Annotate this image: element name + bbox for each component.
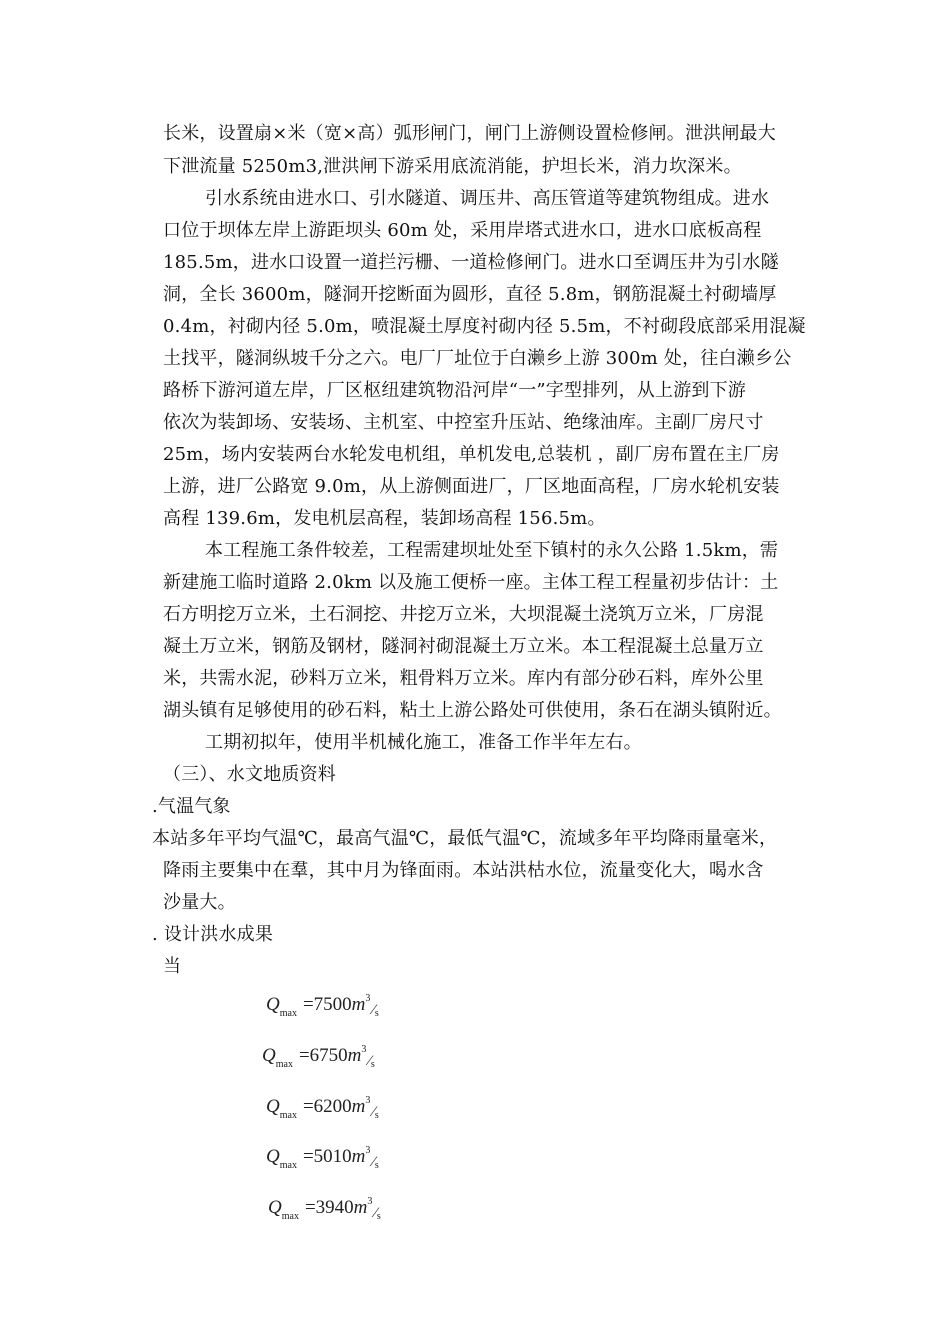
formula-value: 5010 xyxy=(313,1146,352,1167)
formula-slash: ⁄ xyxy=(372,1154,375,1170)
formula-subscript: max xyxy=(281,1211,299,1222)
body-text-line: 降雨主要集中在羣，其中月为锋面雨。本站洪枯水位，流量变化大，喝水含 xyxy=(163,860,764,881)
body-text-line: 沙量大。 xyxy=(163,892,236,913)
formula-symbol: Q xyxy=(268,1197,282,1218)
paragraph-start-line: 引水系统由进水口、引水隧道、调压井、高压管道等建筑物组成。进水 xyxy=(205,188,770,209)
body-text-line: 凝土万立米，钢筋及钢材，隧洞衬砌混凝土万立米。本工程混凝土总量万立 xyxy=(163,636,764,657)
paragraph-start-line: 本工程施工条件较差，工程需建坝址处至下镇村的永久公路 1.5km，需 xyxy=(205,540,779,561)
formula-slash: ⁄ xyxy=(372,1002,375,1018)
subsection-heading: . 设计洪水成果 xyxy=(152,924,274,945)
formula-slash: ⁄ xyxy=(374,1205,377,1221)
formula-exponent: 3 xyxy=(365,1095,371,1106)
body-text-line: 口位于坝体左岸上游距坝头 60m 处，采用岸塔式进水口，进水口底板高程 xyxy=(163,220,762,241)
flood-discharge-formula xyxy=(268,1196,381,1222)
body-text-line: 下泄流量 5250m3,泄洪闸下游采用底流消能，护坦长米，消力坎深米。 xyxy=(163,156,742,177)
formula-equals: = xyxy=(302,994,314,1015)
formula-subscript: max xyxy=(275,1059,293,1070)
flood-discharge-formula xyxy=(266,1095,379,1121)
formula-value: 6750 xyxy=(309,1045,348,1066)
formula-unit: m xyxy=(351,1096,366,1117)
formula-slash: ⁄ xyxy=(368,1053,371,1069)
formula-exponent: 3 xyxy=(361,1044,367,1055)
formula-symbol: Q xyxy=(266,1096,280,1117)
body-text-line: 米，共需水泥，砂料万立米，粗骨料万立米。库内有部分砂石料，库外公里 xyxy=(163,668,764,689)
formula-equals: = xyxy=(302,1096,314,1117)
body-text-line: 本站多年平均气温℃，最高气温℃，最低气温℃，流域多年平均降雨量毫米， xyxy=(152,828,778,849)
body-text-line: 路桥下游河道左岸，厂区枢纽建筑物沿河岸“一”字型排列，从上游到下游 xyxy=(163,380,747,401)
formula-exponent: 3 xyxy=(365,1145,371,1156)
subsection-heading: .气温气象 xyxy=(152,796,231,817)
flood-discharge-formula xyxy=(262,1044,375,1070)
formula-symbol: Q xyxy=(266,1146,280,1167)
body-text-line: 依次为装卸场、安装场、主机室、中控室升压站、绝缘油库。主副厂房尺寸 xyxy=(163,412,764,433)
formula-subscript: max xyxy=(279,1008,297,1019)
formula-subscript: max xyxy=(279,1110,297,1121)
body-text-line: 土找平，隧洞纵坡千分之六。电厂厂址位于白濑乡上游 300m 处，往白濑乡公 xyxy=(163,348,792,369)
paragraph-start-line: 工期初拟年，使用半机械化施工，准备工作半年左右。 xyxy=(205,732,642,753)
body-text-line: 新建施工临时道路 2.0km 以及施工便桥一座。主体工程工程量初步估计：土 xyxy=(163,572,779,593)
formula-per: s xyxy=(374,1110,379,1121)
formula-slash: ⁄ xyxy=(372,1104,375,1120)
body-text-line: 当 xyxy=(163,956,182,977)
body-text-line: 石方明挖万立米，土石洞挖、井挖万立米，大坝混凝土浇筑万立米，厂房混 xyxy=(163,604,764,625)
formula-unit: m xyxy=(353,1197,368,1218)
section-heading: （三）、水文地质资料 xyxy=(163,764,336,785)
body-text-line: 高程 139.6m，发电机层高程，装卸场高程 156.5m。 xyxy=(163,508,606,529)
formula-exponent: 3 xyxy=(367,1196,373,1207)
body-text-line: 洞，全长 3600m，隧洞开挖断面为圆形，直径 5.8m，钢筋混凝土衬砌墙厚 xyxy=(163,284,777,305)
formula-equals: = xyxy=(302,1146,314,1167)
body-text-line: 湖头镇有足够使用的砂石料，粘土上游公路处可供使用，条石在湖头镇附近。 xyxy=(163,700,782,721)
formula-exponent: 3 xyxy=(365,993,371,1004)
body-text-line: 长米，设置扇×米（宽×高）弧形闸门，闸门上游侧设置检修闸。泄洪闸最大 xyxy=(163,123,776,144)
formula-per: s xyxy=(374,1008,379,1019)
body-text-line: 185.5m，进水口设置一道拦污栅、一道检修闸门。进水口至调压井为引水隧 xyxy=(163,252,779,273)
formula-unit: m xyxy=(351,994,366,1015)
formula-unit: m xyxy=(351,1146,366,1167)
flood-discharge-formula xyxy=(266,993,379,1019)
flood-discharge-formula xyxy=(266,1145,379,1171)
formula-equals: = xyxy=(298,1045,310,1066)
body-text-line: 上游，进厂公路宽 9.0m，从上游侧面进厂，厂区地面高程，厂房水轮机安装 xyxy=(163,476,780,497)
formula-value: 3940 xyxy=(315,1197,354,1218)
body-text-line: 25m，场内安装两台水轮发电机组，单机发电,总装机 ，副厂房布置在主厂房 xyxy=(163,444,780,465)
formula-per: s xyxy=(370,1059,375,1070)
formula-symbol: Q xyxy=(266,994,280,1015)
formula-per: s xyxy=(374,1160,379,1171)
formula-unit: m xyxy=(347,1045,362,1066)
formula-per: s xyxy=(376,1211,381,1222)
formula-equals: = xyxy=(304,1197,316,1218)
formula-symbol: Q xyxy=(262,1045,276,1066)
formula-subscript: max xyxy=(279,1160,297,1171)
body-text-line: 0.4m，衬砌内径 5.0m，喷混凝土厚度衬砌内径 5.5m，不衬砌段底部采用混凝 xyxy=(163,316,806,337)
formula-value: 7500 xyxy=(313,994,352,1015)
formula-value: 6200 xyxy=(313,1096,352,1117)
